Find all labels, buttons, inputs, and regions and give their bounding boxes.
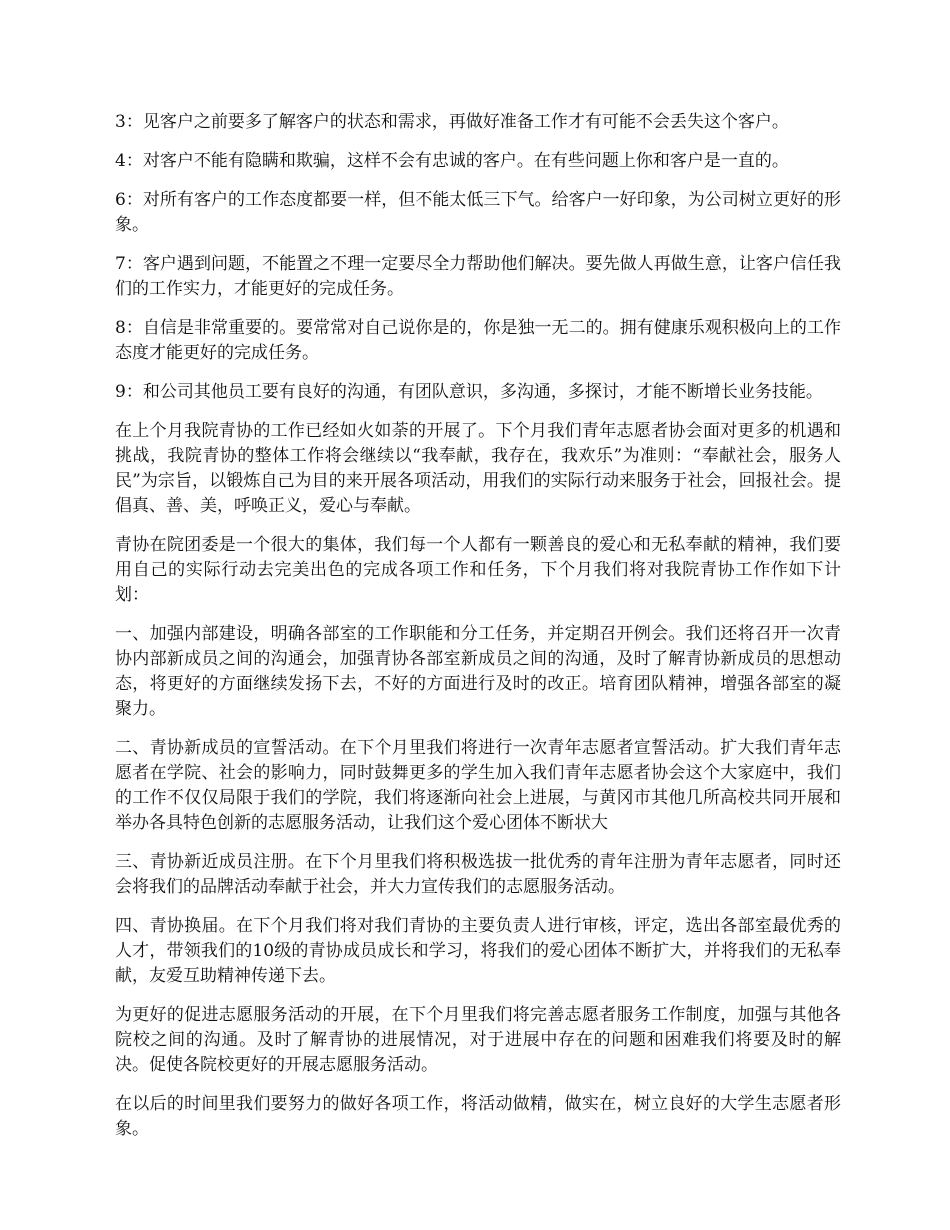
paragraph: 四、青协换届。在下个月我们将对我们青协的主要负责人进行审核，评定，选出各部室最优秀的人才，带领我们的10级的青协成员成长和学习，将我们的爱心团体不断扩大，并将我们的无私奉献，友爱互助精神传递下去。 — [115, 916, 841, 986]
paragraph: 7：客户遇到问题，不能置之不理一定要尽全力帮助他们解决。要先做人再做生意，让客户信任我们的工作实力，才能更好的完成任务。 — [115, 254, 841, 299]
paragraph: 为更好的促进志愿服务活动的开展，在下个月里我们将完善志愿者服务工作制度，加强与其他各院校之间的沟通。及时了解青协的进展情况，对于进展中存在的问题和困难我们将要及时的解决。促使各院校更好的开展志愿服务活动。 — [115, 1005, 841, 1075]
paragraph: 三、青协新近成员注册。在下个月里我们将积极选拔一批优秀的青年注册为青年志愿者，同时还会将我们的品牌活动奉献于社会，并大力宣传我们的志愿服务活动。 — [115, 852, 841, 897]
paragraph: 在以后的时间里我们要努力的做好各项工作，将活动做精，做实在，树立良好的大学生志愿者形象。 — [115, 1094, 841, 1139]
paragraph: 青协在院团委是一个很大的集体，我们每一个人都有一颗善良的爱心和无私奉献的精神，我们要用自己的实际行动去完美出色的完成各项工作和任务，下个月我们将对我院青协工作作如下计划： — [115, 535, 841, 605]
paragraph: 6：对所有客户的工作态度都要一样，但不能太低三下气。给客户一好印象，为公司树立更好的形象。 — [115, 190, 841, 235]
paragraph: 3：见客户之前要多了解客户的状态和需求，再做好准备工作才有可能不会丢失这个客户。 — [115, 112, 789, 132]
paragraph: 8：自信是非常重要的。要常常对自己说你是的，你是独一无二的。拥有健康乐观积极向上的工作态度才能更好的完成任务。 — [115, 318, 841, 363]
paragraph: 二、青协新成员的宣誓活动。在下个月里我们将进行一次青年志愿者宣誓活动。扩大我们青年志愿者在学院、社会的影响力，同时鼓舞更多的学生加入我们青年志愿者协会这个大家庭中，我们的工作不仅仅局限于我们的学院，我们将逐渐向社会上进展，与黄冈市其他几所高校共同开展和举办各具特色创新的志愿服务活动，让我们这个爱心团体不断状大 — [115, 738, 841, 833]
paragraph: 在上个月我院青协的工作已经如火如荼的开展了。下个月我们青年志愿者协会面对更多的机遇和挑战，我院青协的整体工作将会继续以“我奉献，我存在，我欢乐”为准则：“奉献社会，服务人民”为宗旨，以锻炼自己为目的来开展各项活动，用我们的实际行动来服务于社会，回报社会。提倡真、善、美，呼唤正义，爱心与奉献。 — [115, 421, 841, 516]
document-page — [115, 110, 841, 1156]
paragraph: 一、加强内部建设，明确各部室的工作职能和分工任务，并定期召开例会。我们还将召开一次青协内部新成员之间的沟通会，加强青协各部室新成员之间的沟通，及时了解青协新成员的思想动态，将更好的方面继续发扬下去，不好的方面进行及时的改正。培育团队精神，增强各部室的凝聚力。 — [115, 624, 841, 719]
paragraph: 4：对客户不能有隐瞒和欺骗，这样不会有忠诚的客户。在有些问题上你和客户是一直的。 — [115, 151, 789, 171]
paragraph: 9：和公司其他员工要有良好的沟通，有团队意识，多沟通，多探讨，才能不断增长业务技能。 — [115, 382, 823, 402]
